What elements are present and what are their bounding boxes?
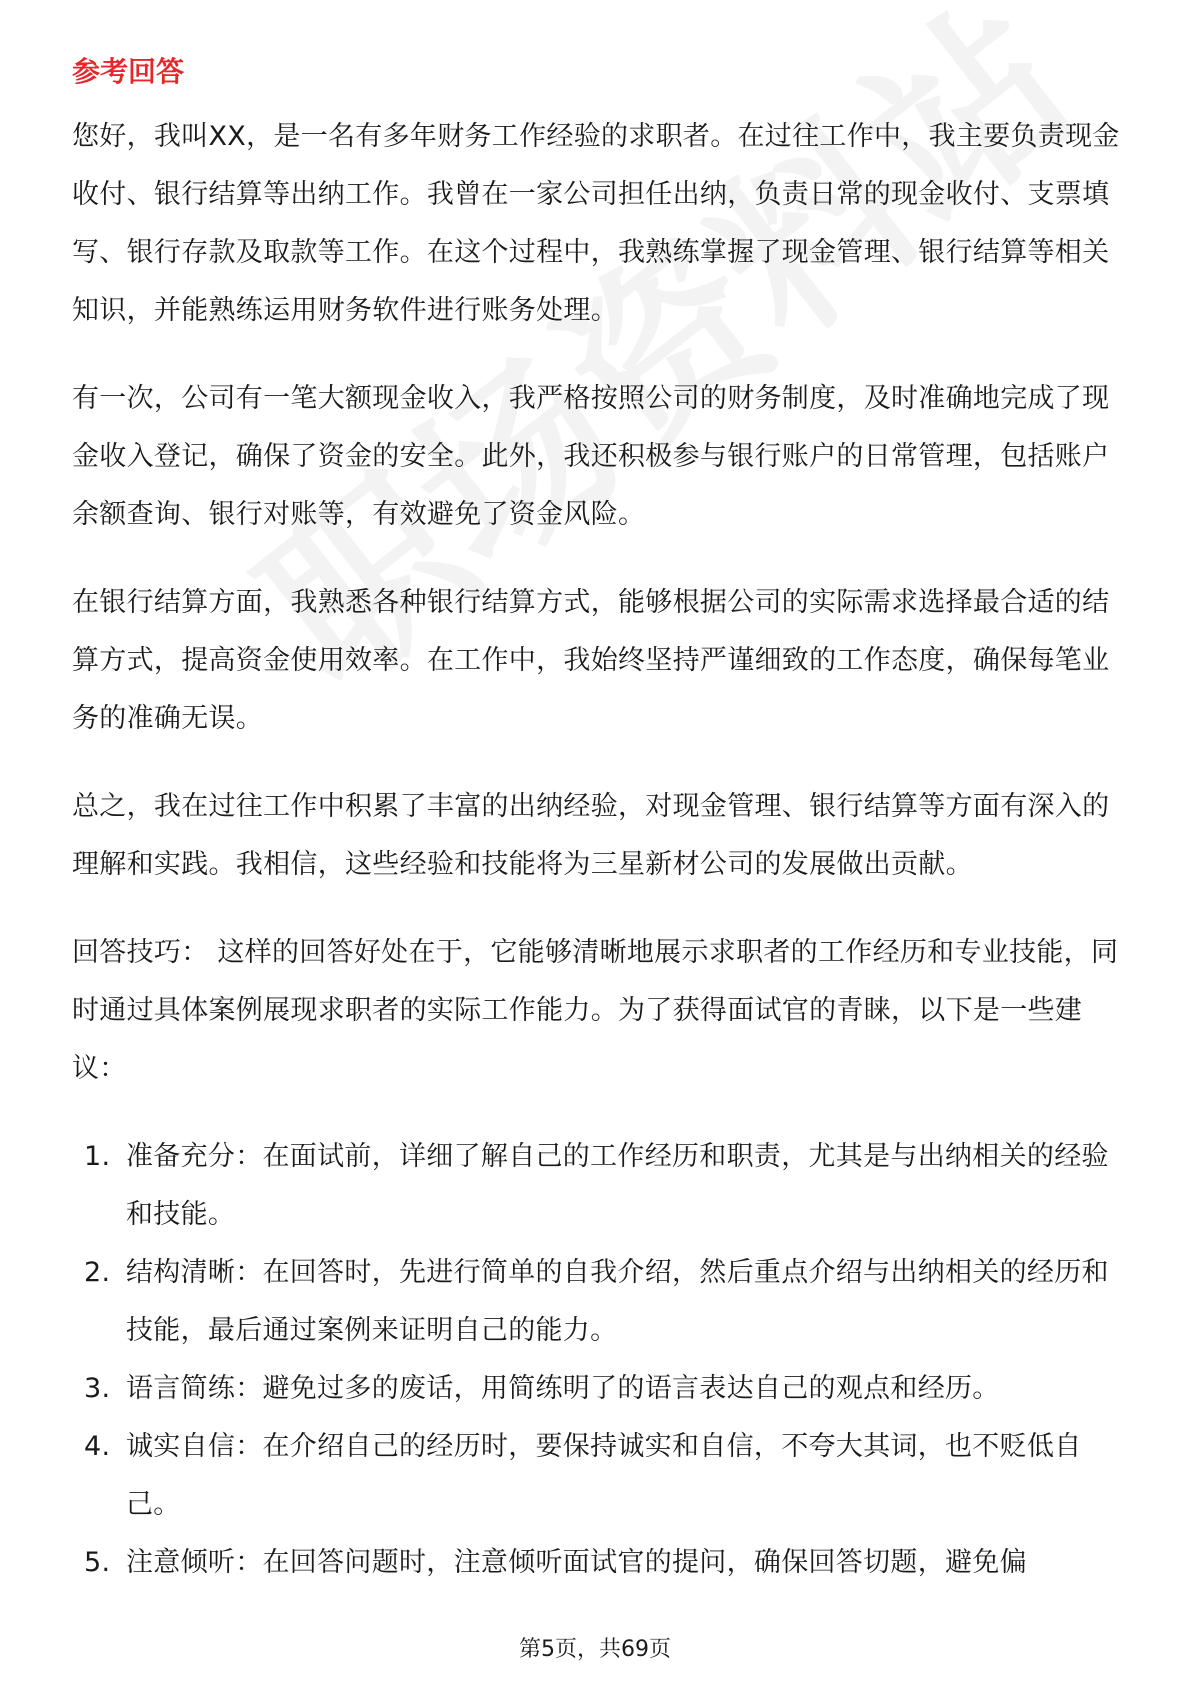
list-text: 注意倾听：在回答问题时，注意倾听面试官的提问，确保回答切题，避免偏 [126, 1547, 1027, 1578]
list-number: 3. [84, 1373, 111, 1404]
list-item [72, 1244, 1122, 1360]
paragraph-intro: 您好，我叫XX，是一名有多年财务工作经验的求职者。在过往工作中，我主要负责现金收付、银行结算等出纳工作。我曾在一家公司担任出纳，负责日常的现金收付、支票填写、银行存款及取款等工作。在这个过程中，我熟练掌握了现金管理、银行结算等相关知识，并能熟练运用财务软件进行账务处理。 [72, 121, 1120, 326]
list-text: 诚实自信：在介绍自己的经历时，要保持诚实和自信，不夸大其词，也不贬低自己。 [126, 1431, 1082, 1520]
section-heading: 参考回答 [72, 55, 185, 88]
list-number: 5. [84, 1547, 111, 1578]
list-number: 1. [84, 1141, 111, 1172]
list-text: 语言简练：避免过多的废话，用简练明了的语言表达自己的观点和经历。 [126, 1373, 1000, 1404]
list-number: 2. [84, 1257, 111, 1288]
list-number: 4. [84, 1431, 111, 1462]
document-page [72, 48, 1122, 1592]
page-number: 第5页，共69页 [519, 1637, 671, 1662]
list-item [72, 1418, 1122, 1534]
paragraph-summary: 总之，我在过往工作中积累了丰富的出纳经验，对现金管理、银行结算等方面有深入的理解和实践。我相信，这些经验和技能将为三星新材公司的发展做出贡献。 [72, 791, 1110, 880]
list-text: 准备充分：在面试前，详细了解自己的工作经历和职责，尤其是与出纳相关的经验和技能。 [126, 1141, 1109, 1230]
tips-list [72, 1128, 1122, 1592]
list-item [72, 1534, 1122, 1592]
list-text: 结构清晰：在回答时，先进行简单的自我介绍，然后重点介绍与出纳相关的经历和技能，最后通过案例来证明自己的能力。 [126, 1257, 1109, 1346]
paragraph-tips-intro: 回答技巧： 这样的回答好处在于，它能够清晰地展示求职者的工作经历和专业技能，同时通过具体案例展现求职者的实际工作能力。为了获得面试官的青睐，以下是一些建议： [72, 937, 1119, 1084]
paragraph-settlement: 在银行结算方面，我熟悉各种银行结算方式，能够根据公司的实际需求选择最合适的结算方式，提高资金使用效率。在工作中，我始终坚持严谨细致的工作态度，确保每笔业务的准确无误。 [72, 587, 1110, 734]
list-item [72, 1360, 1122, 1418]
paragraph-example: 有一次，公司有一笔大额现金收入，我严格按照公司的财务制度，及时准确地完成了现金收入登记，确保了资金的安全。此外，我还积极参与银行账户的日常管理，包括账户余额查询、银行对账等，有效避免了资金风险。 [72, 383, 1110, 530]
list-item [72, 1128, 1122, 1244]
